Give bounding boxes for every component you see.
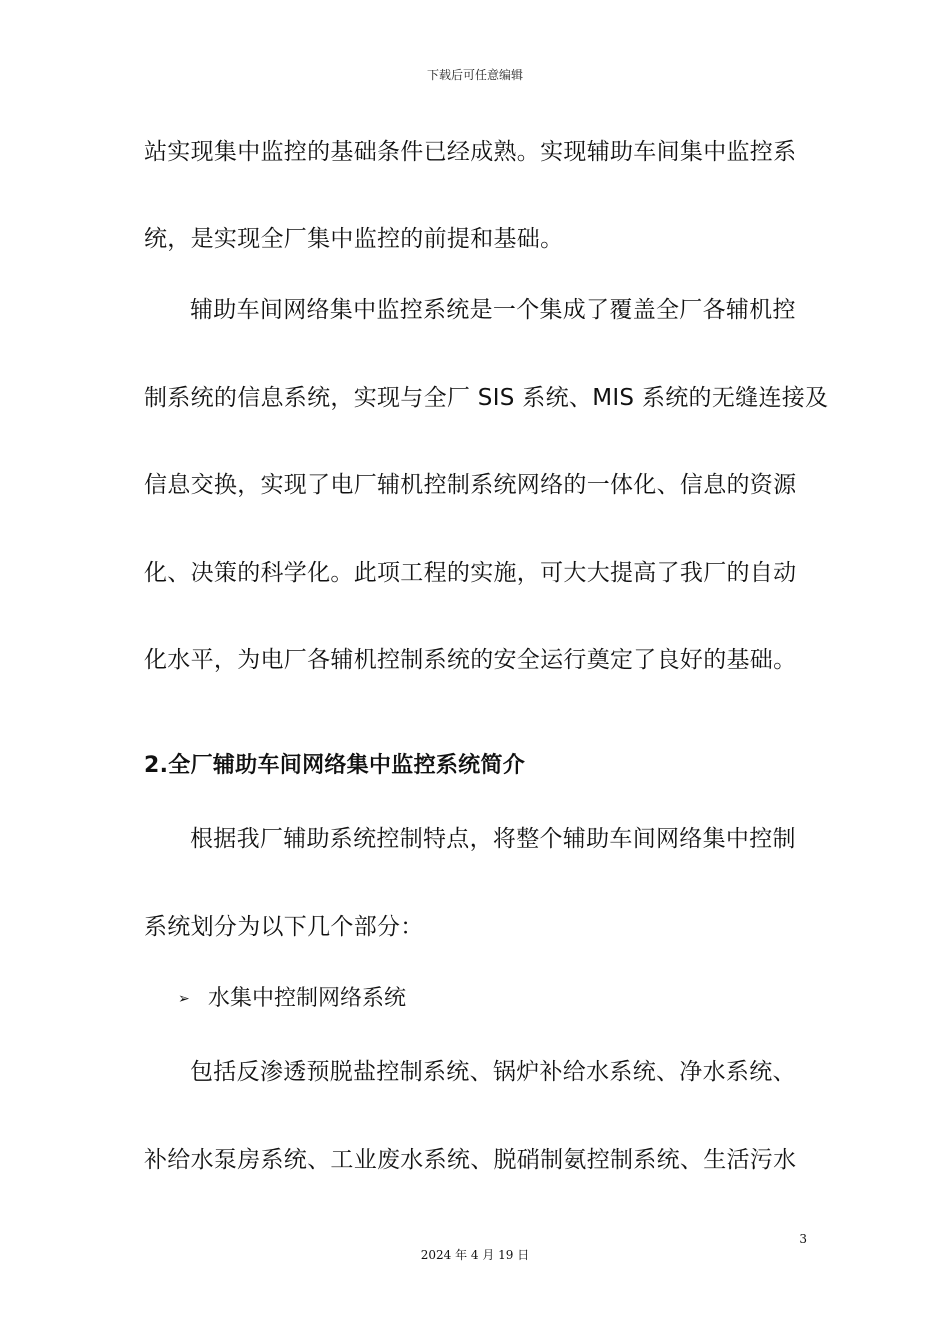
footer-date: 2024 年 4 月 19 日 [420, 1248, 530, 1262]
paragraph-line: 信息交换，实现了电厂辅机控制系统网络的一体化、信息的资源 [144, 472, 797, 498]
paragraph-line: 化水平，为电厂各辅机控制系统的安全运行奠定了良好的基础。 [144, 647, 797, 673]
paragraph-line: 制系统的信息系统，实现与全厂 SIS 系统、MIS 系统的无缝连接及 [144, 385, 829, 411]
paragraph-line: 化、决策的科学化。此项工程的实施，可大大提高了我厂的自动 [144, 560, 797, 586]
bullet-item [178, 984, 406, 1014]
section-heading: 2.全厂辅助车间网络集中监控系统简介 [144, 753, 526, 778]
bullet-text: 水集中控制网络系统 [208, 986, 407, 1011]
page-number: 3 [799, 1232, 807, 1246]
paragraph-line: 站实现集中监控的基础条件已经成熟。实现辅助车间集中监控系 [144, 139, 797, 165]
paragraph-line: 统，是实现全厂集中监控的前提和基础。 [144, 226, 564, 252]
arrowhead-bullet-icon: ➢ [178, 991, 190, 1007]
paragraph-line: 补给水泵房系统、工业废水系统、脱硝制氨控制系统、生活污水 [144, 1147, 797, 1173]
paragraph-line: 根据我厂辅助系统控制特点，将整个辅助车间网络集中控制 [190, 826, 796, 852]
paragraph-line: 系统划分为以下几个部分： [144, 914, 424, 940]
page-header: 下载后可任意编辑 [426, 68, 523, 82]
paragraph-line: 辅助车间网络集中监控系统是一个集成了覆盖全厂各辅机控 [190, 297, 796, 323]
paragraph-line: 包括反渗透预脱盐控制系统、锅炉补给水系统、净水系统、 [190, 1059, 796, 1085]
